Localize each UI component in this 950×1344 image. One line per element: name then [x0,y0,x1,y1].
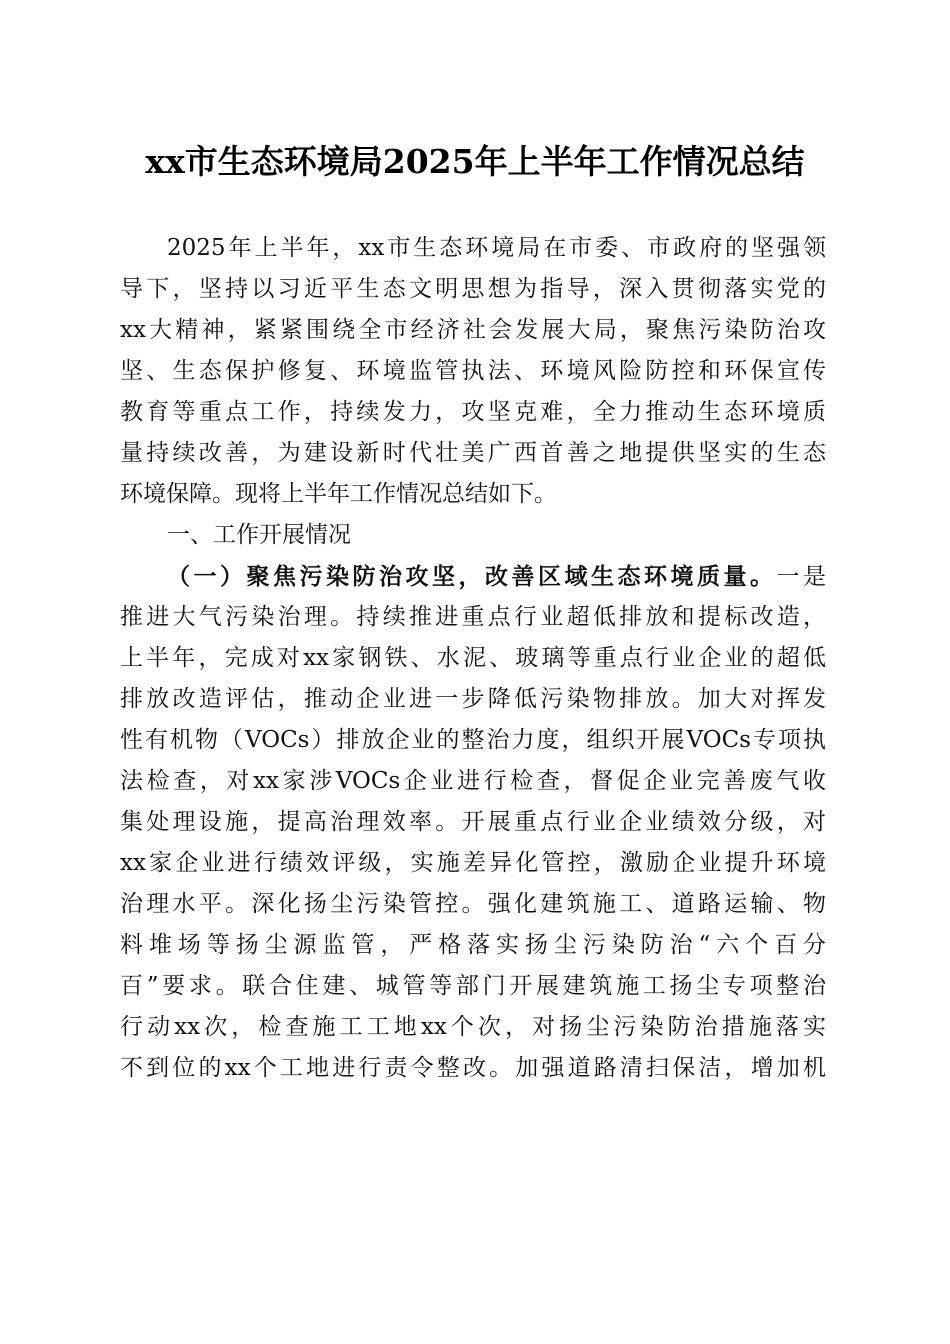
body-line: 推进大气污染治理。持续推进重点行业超低排放和提标改造， [120,604,826,630]
body-line: 法检查，对xx家涉VOCs企业进行检查，督促企业完善废气收 [120,768,826,794]
body-line: 集处理设施，提高治理效率。开展重点行业企业绩效分级，对 [120,809,826,835]
body-line: 料堆场等扬尘源监管，严格落实扬尘污染防治“六个百分 [120,932,826,958]
body-line: 上半年，完成对xx家钢铁、水泥、玻璃等重点行业企业的超低 [120,645,826,671]
intro-line: 量持续改善，为建设新时代壮美广西首善之地提供坚实的生态 [120,440,826,466]
body-line: 行动xx次，检查施工工地xx个次，对扬尘污染防治措施落实 [120,1014,826,1040]
subsection-heading: （一）聚焦污染防治攻坚，改善区域生态环境质量。 [167,563,777,590]
document-title: xx市生态环境局2025年上半年工作情况总结 [145,142,805,181]
subsection-first-line [120,556,826,597]
body-line: 百”要求。联合住建、城管等部门开展建筑施工扬尘专项整治 [120,973,826,999]
body-line: 不到位的xx个工地进行责令整改。加强道路清扫保洁，增加机 [120,1055,826,1081]
subsection-first-line-rest: 一是 [776,564,826,590]
intro-line: 导下，坚持以习近平生态文明思想为指导，深入贯彻落实党的 [120,276,826,302]
body-line: 性有机物（VOCs）排放企业的整治力度，组织开展VOCs专项执 [120,727,826,753]
body-line: 排放改造评估，推动企业进一步降低污染物排放。加大对挥发 [120,686,826,712]
intro-line: xx大精神，紧紧围绕全市经济社会发展大局，聚焦污染防治攻 [120,317,826,343]
section-heading: 一、工作开展情况 [167,522,351,548]
document-body [120,228,826,1089]
body-line: 治理水平。深化扬尘污染管控。强化建筑施工、道路运输、物 [120,891,826,917]
intro-line: 教育等重点工作，持续发力，攻坚克难，全力推动生态环境质 [120,399,826,425]
intro-line: 2025年上半年，xx市生态环境局在市委、市政府的坚强领 [167,235,826,261]
body-line: xx家企业进行绩效评级，实施差异化管控，激励企业提升环境 [120,850,826,876]
intro-line: 环境保障。现将上半年工作情况总结如下。 [120,481,557,507]
intro-line: 坚、生态保护修复、环境监管执法、环境风险防控和环保宣传 [120,358,826,384]
